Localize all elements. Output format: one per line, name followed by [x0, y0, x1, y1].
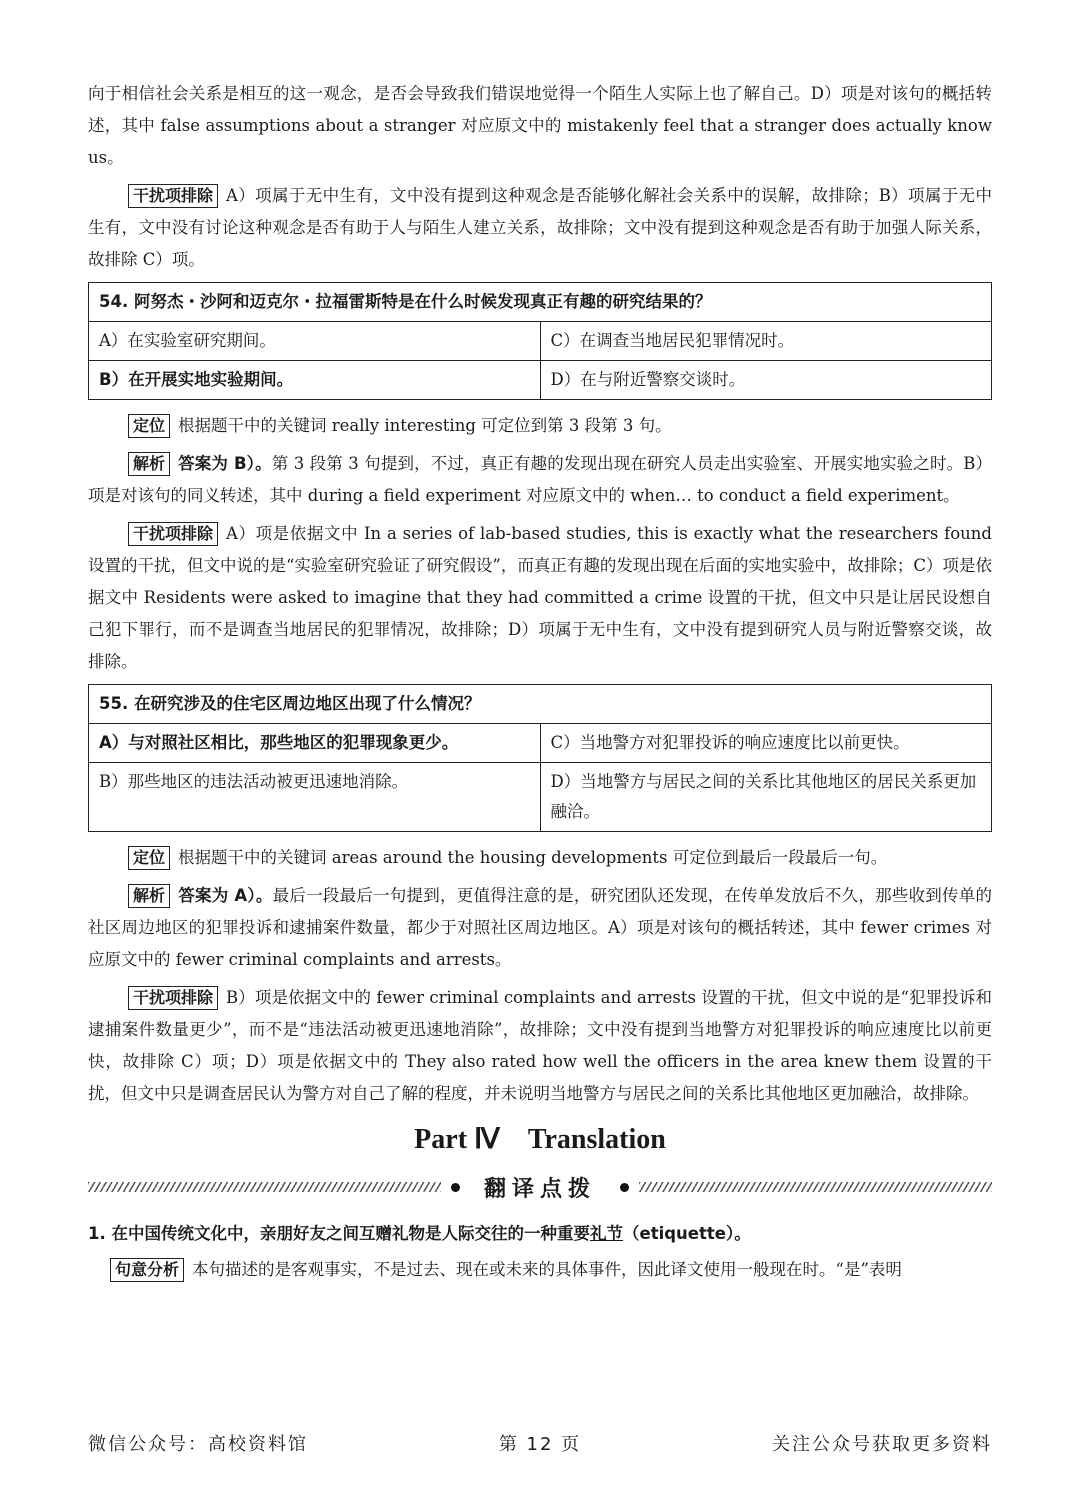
analysis-tag: 解析: [128, 452, 170, 476]
sentence-analysis-text: 本句描述的是客观事实，不是过去、现在或未来的具体事件，因此译文使用一般现在时。“是”表明: [192, 1260, 902, 1279]
translation-item: [88, 1218, 992, 1250]
footer-left: 微信公众号：高校资料馆: [88, 1434, 308, 1455]
analysis-text: 最后一段最后一句提到，更值得注意的是，研究团队还发现，在传单发放后不久，那些收到传单的社区周边地区的犯罪投诉和逮捕案件数量，都少于对照社区周边地区。A）项是对该句的概括转述，其中 fewer crimes 对应原文中的 fewer criminal complaints and arrests。: [88, 886, 992, 969]
hatch-divider: [639, 1182, 992, 1192]
option-a: A）与对照社区相比，那些地区的犯罪现象更少。: [89, 724, 541, 763]
item-keyword: 礼节: [590, 1224, 623, 1243]
distractor-tag: 干扰项排除: [128, 184, 218, 208]
option-d: D）当地警方与居民之间的关系比其他地区的居民关系更加融洽。: [540, 763, 992, 832]
locate-text: 根据题干中的关键词 areas around the housing developments 可定位到最后一段最后一句。: [178, 848, 888, 867]
analysis-paragraph: [88, 880, 992, 976]
distractor-tag: 干扰项排除: [128, 522, 218, 546]
sentence-analysis: [88, 1254, 992, 1286]
hatch-divider: [88, 1182, 441, 1192]
page-footer: [88, 1430, 992, 1456]
locate-paragraph: [88, 842, 992, 874]
option-b: B）那些地区的违法活动被更迅速地消除。: [89, 763, 541, 832]
question-text: 54. 阿努杰・沙阿和迈克尔・拉福雷斯特是在什么时候发现真正有趣的研究结果的？: [89, 283, 992, 322]
option-b: B）在开展实地实验期间。: [89, 361, 541, 400]
locate-tag: 定位: [128, 846, 170, 870]
question-54-table: [88, 282, 992, 400]
question-text: 55. 在研究涉及的住宅区周边地区出现了什么情况？: [89, 685, 992, 724]
page-content: [88, 78, 992, 1292]
part-label: Part Ⅳ: [414, 1124, 500, 1155]
answer-text: 答案为 A）。: [178, 886, 273, 905]
banner-title: 翻译点拨: [484, 1176, 597, 1202]
question-55-table: [88, 684, 992, 832]
locate-text: 根据题干中的关键词 really interesting 可定位到第 3 段第 3 句。: [178, 416, 672, 435]
bullet-dot: [620, 1183, 629, 1192]
paragraph: [88, 180, 992, 276]
option-a: A）在实验室研究期间。: [89, 322, 541, 361]
analysis-tag: 解析: [128, 884, 170, 908]
item-text: 1. 在中国传统文化中，亲朋好友之间互赠礼物是人际交往的一种重要: [88, 1224, 590, 1243]
analysis-text: 第 3 段第 3 句提到，不过，真正有趣的发现出现在研究人员走出实验室、开展实地实验之时。B）项是对该句的同义转述，其中 during a field experiment 对应原文中的 when… to conduct a field experiment。: [88, 454, 992, 505]
paragraph: 向于相信社会关系是相互的这一观念，是否会导致我们错误地觉得一个陌生人实际上也了解自己。D）项是对该句的概括转述，其中 false assumptions about a stranger 对应原文中的 mistakenly feel that a stranger does actually know us。: [88, 84, 992, 167]
distractor-paragraph: [88, 518, 992, 678]
part-title: Translation: [527, 1124, 666, 1155]
section-banner: [88, 1170, 992, 1204]
page-number: 第 12 页: [498, 1434, 582, 1455]
part-heading: [88, 1122, 992, 1156]
distractor-paragraph: [88, 982, 992, 1110]
distractor-text: B）项是依据文中的 fewer criminal complaints and arrests 设置的干扰，但文中说的是“犯罪投诉和逮捕案件数量更少”，而不是“违法活动被更迅速地消除”，故排除；文中没有提到当地警方对犯罪投诉的响应速度比以前更快，故排除 C）项；D）项是依据文中的 They also rated how well the officers in the area knew them 设置的干扰，但文中只是调查居民认为警方对自己了解的程度，并未说明当地警方与居民之间的关系比其他地区更加融洽，故排除。: [88, 988, 992, 1103]
footer-right: 关注公众号获取更多资料: [771, 1434, 992, 1455]
item-text-suffix: （etiquette）。: [623, 1224, 751, 1243]
answer-text: 答案为 B）。: [178, 454, 272, 473]
distractor-text: A）项属于无中生有，文中没有提到这种观念是否能够化解社会关系中的误解，故排除；B）项属于无中生有，文中没有讨论这种观念是否有助于人与陌生人建立关系，故排除；文中没有提到这种观念是否有助于加强人际关系，故排除 C）项。: [88, 186, 992, 269]
option-c: C）在调查当地居民犯罪情况时。: [540, 322, 992, 361]
bullet-dot: [451, 1183, 460, 1192]
analysis-paragraph: [88, 448, 992, 512]
locate-tag: 定位: [128, 414, 170, 438]
distractor-tag: 干扰项排除: [128, 986, 218, 1010]
option-d: D）在与附近警察交谈时。: [540, 361, 992, 400]
option-c: C）当地警方对犯罪投诉的响应速度比以前更快。: [540, 724, 992, 763]
distractor-text: A）项是依据文中 In a series of lab-based studies, this is exactly what the researchers found 设置的干扰，但文中说的是“实验室研究验证了研究假设”，而真正有趣的发现出现在后面的实地实验中，故排除；C）项是依据文中 Residents were asked to imagine that they had committed a crime 设置的干扰，但文中只是让居民设想自己犯下罪行，而不是调查当地居民的犯罪情况，故排除；D）项属于无中生有，文中没有提到研究人员与附近警察交谈，故排除。: [88, 524, 992, 671]
locate-paragraph: [88, 410, 992, 442]
sentence-analysis-tag: 句意分析: [110, 1258, 184, 1282]
